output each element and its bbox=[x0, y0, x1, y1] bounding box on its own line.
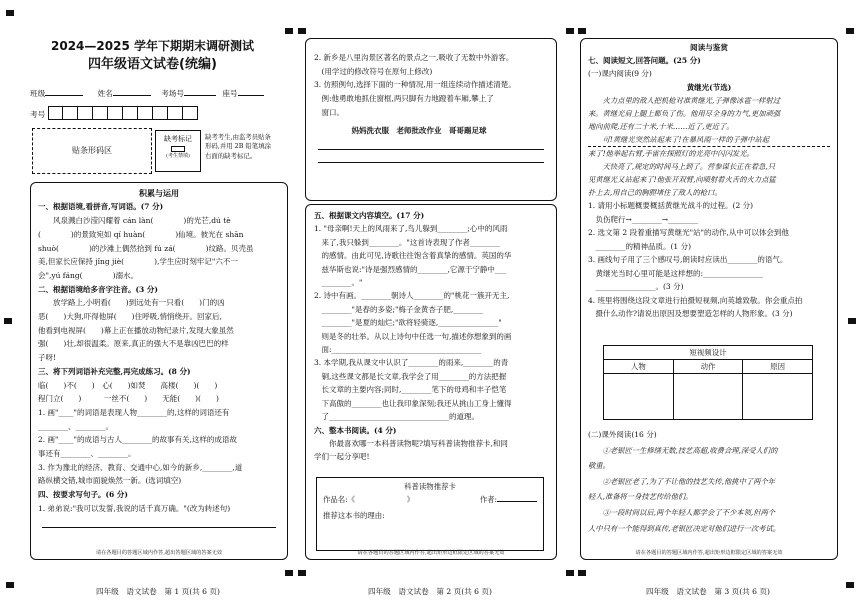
passage-line: 人中只有一个能得到真传,老银匠决定对他们进行一次考试。 bbox=[588, 523, 781, 533]
field-seat-input[interactable] bbox=[238, 88, 264, 96]
table-cell[interactable] bbox=[743, 374, 813, 420]
field-name-label: 姓名 bbox=[97, 89, 113, 98]
reg-mark-bl bbox=[6, 582, 14, 588]
outer-reading bbox=[588, 427, 830, 536]
text-line[interactable]: 1. 画"____"的词语是表现人物________的,这样的词语还有 bbox=[38, 407, 230, 417]
passage-line: 敬重。 bbox=[588, 461, 610, 471]
reg-mark-bl2 bbox=[298, 570, 306, 576]
field-room-input[interactable] bbox=[184, 88, 216, 96]
text-line: 例:他勇敢地抓住窗框,两只脚有力地蹬着车厢,攀上了 bbox=[314, 94, 494, 104]
table-header: 动作 bbox=[673, 360, 743, 374]
text-line: 1. 弟弟说:"我可以发誓,我说的话千真万确。"(改为转述句) bbox=[38, 503, 231, 513]
field-seat-label: 座号 bbox=[222, 89, 238, 98]
text-line[interactable]: 了________________________________的道理。 bbox=[314, 412, 479, 422]
reg-mark-p3tl bbox=[578, 28, 586, 34]
question-line[interactable]: ________的精神品质。(1 分) bbox=[588, 241, 692, 251]
p1-question-lines bbox=[31, 200, 287, 527]
video-design-table bbox=[603, 345, 813, 420]
reg-mark-br bbox=[846, 582, 854, 588]
passage-line: 扑上去,用自己的胸膛堵住了敌人的枪口。 bbox=[588, 188, 722, 198]
text-line[interactable]: 路纵横交错,城市面貌焕然一新。(选词填空) bbox=[38, 476, 182, 486]
card-author-input[interactable] bbox=[497, 494, 537, 502]
passage-line: ③一段时间以后,两个年轻人都学会了不少本领,但两个 bbox=[588, 507, 776, 517]
passage-line: 来了!他举起右臂,手雷在探照灯的光亮中闪闪发光。 bbox=[588, 149, 754, 159]
reg-mark-bl1 bbox=[285, 570, 293, 576]
passage-block bbox=[588, 94, 830, 199]
card-name-row bbox=[317, 492, 543, 507]
passage-line: 轻人,准备将一身技艺传给他们。 bbox=[588, 492, 693, 502]
missing-desc-line: 右面的缺考标记。 bbox=[205, 151, 257, 160]
reg-mark-p1tr bbox=[285, 28, 293, 34]
options-line: 妈妈洗衣服 老师批改作业 哥哥踢足球 bbox=[314, 125, 487, 135]
question-heading: 三、将下列词语补充完整,再完成练习。(8 分) bbox=[38, 366, 191, 376]
table-cell[interactable] bbox=[604, 374, 674, 420]
reg-mark-p2tr bbox=[566, 28, 574, 34]
page-number-1: 四年级 语文试卷 第 1 页(共 6 页) bbox=[96, 587, 220, 596]
recommend-card bbox=[316, 477, 544, 551]
missing-desc-line: 形码,并用 2B 铅笔填涂 bbox=[205, 142, 271, 151]
table-title: 短视频设计 bbox=[604, 346, 813, 360]
text-line: (用学过的修改符号在原句上修改) bbox=[314, 66, 433, 76]
text-line: 子呀! bbox=[38, 353, 57, 363]
passage-line: 见黄继光又站起来了!他张开双臂,向喷射着火舌的火力点猛 bbox=[588, 175, 776, 185]
page-number-3: 四年级 语文试卷 第 3 页(共 6 页) bbox=[646, 587, 770, 596]
text-line[interactable]: 兹华斯也说:"诗是强烈感情的________,它源于宁静中___ bbox=[314, 264, 507, 274]
answer-line[interactable] bbox=[318, 137, 544, 150]
barcode-area bbox=[32, 128, 152, 174]
text-line[interactable]: 他看到电视屏( )幕上正在播放动物纪录片,发现大象虽然 bbox=[38, 325, 234, 335]
passage-line: 来。黄继光肩上腿上都负了伤。他用尽全身的力气,更加顽强 bbox=[588, 109, 781, 119]
question-line: 4. 班里将围绕这段文章进行拍摄短视频,向英雄致敬。你会重点拍 bbox=[588, 295, 803, 305]
p2-mid-lines bbox=[306, 205, 556, 464]
question-heading: 七、阅读短文,回答问题。(25 分) bbox=[588, 55, 701, 65]
exam-title: 2024—2025 学年下期期末调研测试 bbox=[51, 39, 254, 53]
idiom-line[interactable]: 临( )不( ) 心( )如焚 高楼( )( ) bbox=[38, 380, 218, 390]
text-line[interactable]: ________、________。 bbox=[38, 421, 113, 431]
outer-passage bbox=[588, 443, 830, 537]
text-line: 窗口。 bbox=[314, 107, 344, 117]
reg-mark-tr bbox=[846, 28, 854, 34]
card-author[interactable] bbox=[480, 494, 537, 505]
text-line: 的感情。由此可见,诗歌往往饱含着真挚的感情。英国的华 bbox=[314, 251, 512, 261]
table-header: 原因 bbox=[743, 360, 813, 374]
footer-note-1: 请在各题目的答题区域内作答,超出答题区域的答案无效 bbox=[95, 550, 223, 556]
question-line: 2. 选文第 2 段着重描写黄继光"站"的动作,从中可以体会到他 bbox=[588, 228, 789, 238]
question-heading: 二、根据语境给多音字注音。(3 分) bbox=[38, 284, 158, 294]
text-line[interactable]: 放学路上,小明看( )到远处有一只看( )门的凶 bbox=[38, 298, 225, 308]
student-fields bbox=[30, 88, 290, 100]
section-title-reading: 阅读与鉴赏 bbox=[690, 43, 728, 52]
field-class-input[interactable] bbox=[45, 88, 83, 96]
idiom-line[interactable]: 程门立( ) 一丝不( ) 无能( )( ) bbox=[38, 394, 219, 404]
question-line: 1. 请用小标题概要概括黄继光战斗的过程。(2 分) bbox=[588, 201, 754, 211]
sub-heading: (二)课外阅读(16 分) bbox=[588, 430, 657, 439]
table-header: 人物 bbox=[604, 360, 674, 374]
question-line[interactable]: 3. 画线句子用了三个感叹号,朗读时应读出________的语气。 bbox=[588, 255, 788, 265]
card-author-label: 作者: bbox=[479, 495, 497, 505]
text-line[interactable]: shuò( )的沙滩上偶然拾到 fú zá( )纹路。贝壳虽 bbox=[38, 243, 254, 253]
question-line: 摄什么动作?请说出原因及想要塑造怎样的人物形象。(3 分) bbox=[588, 309, 793, 319]
text-line[interactable]: 面:________________________________________ bbox=[314, 345, 482, 355]
text-line[interactable]: 长文章的主要内容;同时,________笔下的母鸡和丰子恺笔 bbox=[314, 385, 507, 395]
missing-mark-box bbox=[155, 130, 201, 172]
question-heading: 六、整本书阅读。(4 分) bbox=[314, 425, 397, 435]
barcode-label: 贴条形码区 bbox=[72, 146, 112, 155]
question-line[interactable]: 黄继光当时心里可能是这样想的:________________ bbox=[588, 268, 764, 278]
field-name-input[interactable] bbox=[113, 88, 151, 96]
text-line[interactable]: ________"是夏的灿烂;"欲将轻骑逐,________________" bbox=[314, 318, 502, 328]
question-line[interactable]: 负伤爬行→________→________ bbox=[588, 214, 699, 224]
text-line[interactable]: 铜,这些课文都是长文章,我学会了用________的方法把握 bbox=[314, 371, 507, 381]
question-heading: 一、根据语境,看拼音,写词语。(7 分) bbox=[38, 202, 164, 212]
text-line[interactable]: 恶( )大狗,吓得他屏( )住呼吸,悄悄绕开。回家后, bbox=[38, 312, 222, 322]
reg-mark-mr bbox=[848, 318, 856, 324]
text-line[interactable]: 下高傲的________也让我印象深刻;我还从挑山工身上懂得 bbox=[314, 398, 512, 408]
exam-subtitle: 四年级语文试卷(统编) bbox=[88, 57, 217, 72]
reg-mark-bl3 bbox=[566, 570, 574, 576]
missing-label: 缺考标记 bbox=[164, 135, 192, 143]
passage-line: ①老银匠一生修缮无数,技艺高超,收费合理,深受人们的 bbox=[588, 445, 778, 455]
text-line[interactable]: 3. 作为豫北的经济、教育、交通中心,如今的新乡,________,道 bbox=[38, 462, 243, 472]
text-line[interactable]: 2. 诗中有画。________朝诗人________的"桃花一簇开无主, bbox=[314, 291, 510, 301]
text-line[interactable]: 美,但家长应保持 jǐng jiè( ),学生应时刻牢记"六不一 bbox=[38, 257, 238, 267]
reg-mark-p2tl bbox=[298, 28, 306, 34]
missing-checkbox[interactable] bbox=[171, 146, 185, 152]
exam-no-label: 考号 bbox=[30, 110, 46, 119]
card-reason[interactable]: 推荐这本书的理由: bbox=[323, 510, 385, 520]
question-heading: 五、根据课文内容填空。(17 分) bbox=[314, 211, 425, 220]
answer-line[interactable] bbox=[318, 150, 544, 163]
passage-line: 天快亮了,规定的时间马上到了。营参谋长正在着急,只 bbox=[588, 162, 776, 172]
field-class-label: 班级 bbox=[30, 89, 46, 98]
text-line: 则是冬的壮举。从以上诗句中任选一句,描述你想象到的画 bbox=[314, 331, 512, 341]
passage-line: 地向前爬,还有二十米,十米……近了,更近了。 bbox=[588, 122, 734, 132]
reg-mark-ml bbox=[4, 318, 12, 324]
text-line[interactable]: 2. 画"____"的成语与古人________的故事有关,这样的成语故 bbox=[38, 435, 237, 445]
text-line[interactable]: 3. 本学期,我从课文中认识了________的雨来,________的青 bbox=[314, 358, 509, 368]
card-book-name[interactable]: 作品名:《 》 bbox=[323, 495, 415, 505]
text-line: 你最喜欢哪一本科普读物呢?填写科普读物推荐卡,和同 bbox=[314, 438, 508, 448]
field-room-label: 考场号 bbox=[161, 89, 184, 98]
question-heading: 四、按要求写句子。(6 分) bbox=[38, 490, 128, 500]
text-line[interactable]: ________。" bbox=[314, 278, 363, 288]
reg-mark-tl bbox=[6, 10, 14, 16]
text-line[interactable]: 2. 新乡是八里沟景区著名的景点之一,吸收了无数中外游客。 bbox=[314, 53, 514, 62]
p2-top-lines bbox=[306, 39, 556, 163]
text-line: 3. 仿照例句,选择下面的一种情况,用一组连续动作描述清楚。 bbox=[314, 80, 516, 90]
question-line[interactable]: ________________。(3 分) bbox=[588, 282, 684, 292]
passage-line: 火力点里的敌人把机枪对准黄继光,子弹像冰雹一样射过 bbox=[588, 96, 781, 106]
text-line[interactable]: 风泉溅白沙滢闪耀着 cán làn( )的光芒,dú tè bbox=[38, 216, 231, 226]
missing-desc-line: 缺考考生,由监考员贴条 bbox=[205, 133, 271, 141]
sub-heading: (一)课内阅读(9 分) bbox=[588, 69, 652, 79]
exam-no-boxes[interactable] bbox=[48, 106, 198, 120]
answer-region-2b bbox=[305, 204, 557, 560]
reg-mark-bl4 bbox=[578, 570, 586, 576]
text-line[interactable]: ( )的景致宛如 qí huàn( )仙境。彼光在 shān bbox=[38, 229, 244, 239]
passage-title: 黄继光(节选) bbox=[686, 82, 732, 92]
page-number-2: 四年级 语文试卷 第 2 页(共 6 页) bbox=[368, 587, 492, 596]
footer-note-2: 请在各题目的答题区域内作答,超出矩形边框限定区域的答案无效 bbox=[357, 550, 505, 556]
footer-note-3: 请在各题目的答题区域内作答,超出矩形边框限定区域的答案无效 bbox=[635, 550, 783, 556]
section-title-accumulation: 积累与运用 bbox=[139, 189, 179, 198]
text-line[interactable]: 强( )壮,却很温柔。原来,真正的强大不是靠凶巴巴的样 bbox=[38, 339, 229, 349]
answer-line[interactable] bbox=[42, 516, 276, 528]
answer-region-3 bbox=[580, 38, 838, 560]
missing-note: (考生禁填) bbox=[166, 152, 190, 159]
passage-line: ②老银匠老了,为了不让他的技艺失传,他挑中了两个年 bbox=[588, 476, 776, 486]
answer-region-2a bbox=[305, 38, 557, 201]
underlined-passage-line: 可!黄继光突然站起来了!在暴风雨一样的子弹中站起 bbox=[588, 133, 830, 147]
card-title: 科普读物推荐卡 bbox=[404, 482, 456, 491]
text-line[interactable]: ________"是春的多姿;"梅子金黄杏子肥,________ bbox=[314, 304, 484, 314]
missing-desc bbox=[205, 133, 271, 161]
table-cell[interactable] bbox=[673, 374, 743, 420]
text-line[interactable]: 1. "母亲啊!天上的风雨来了,鸟儿躲到________;心中的风雨 bbox=[314, 224, 508, 234]
text-line: 学们一起分享吧! bbox=[314, 452, 370, 462]
answer-region-1 bbox=[30, 182, 288, 560]
text-line[interactable]: 会",yú fáng( )溺水。 bbox=[38, 270, 139, 280]
text-line[interactable]: 事还有________、________。 bbox=[38, 449, 136, 459]
text-line[interactable]: 来了,我只躲到________。"这首诗表现了作者________ bbox=[314, 237, 500, 247]
p3-lines bbox=[581, 54, 837, 321]
